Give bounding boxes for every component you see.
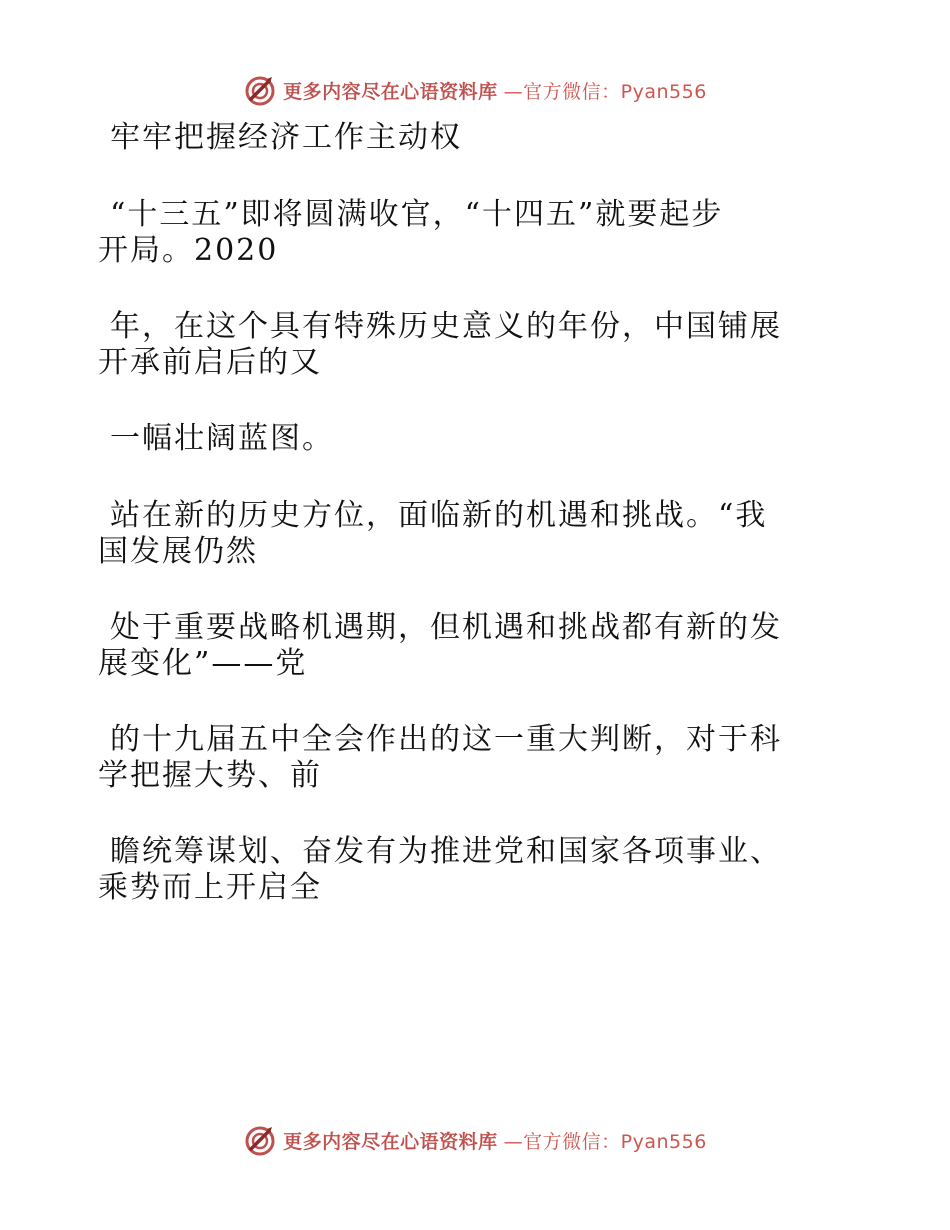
footer-banner	[0, 1120, 950, 1160]
paragraph-line: 乘势而上开启全	[98, 870, 322, 905]
paragraph-line: 展变化”——党	[98, 646, 308, 681]
paragraph-line: 一幅壮阔蓝图。	[110, 421, 334, 456]
banner-wechat-text: —官方微信：Pyan556	[503, 1130, 707, 1153]
paragraph-line: 的十九届五中全会作出的这一重大判断，对于科	[110, 722, 782, 757]
paragraph-line: 站在新的历史方位，面临新的机遇和挑战。“我	[110, 498, 768, 533]
document-body	[98, 120, 833, 906]
paragraph-line: “十三五”即将圆满收官，“十四五”就要起步	[110, 197, 724, 232]
paragraph-line: 年，在这个具有特殊历史意义的年份，中国铺展	[110, 309, 782, 344]
paragraph-line: 国发展仍然	[98, 534, 258, 569]
banner-prefix-text: 更多内容尽在心语资料库	[283, 1130, 498, 1153]
logo-icon	[243, 1123, 277, 1157]
paragraph-line: 瞻统筹谋划、奋发有为推进党和国家各项事业、	[110, 834, 782, 869]
logo-icon	[243, 73, 277, 107]
banner-wechat-text: —官方微信：Pyan556	[503, 80, 707, 103]
header-banner	[0, 70, 950, 110]
paragraph-line: 牢牢把握经济工作主动权	[110, 120, 462, 155]
banner-content	[243, 73, 707, 107]
banner-prefix-text: 更多内容尽在心语资料库	[283, 80, 498, 103]
paragraph-line: 学把握大势、前	[98, 758, 322, 793]
banner-content	[243, 1123, 707, 1157]
paragraph-line: 处于重要战略机遇期，但机遇和挑战都有新的发	[110, 610, 782, 645]
paragraph-line: 开承前启后的又	[98, 345, 322, 380]
paragraph-line: 开局。2020	[98, 233, 279, 268]
